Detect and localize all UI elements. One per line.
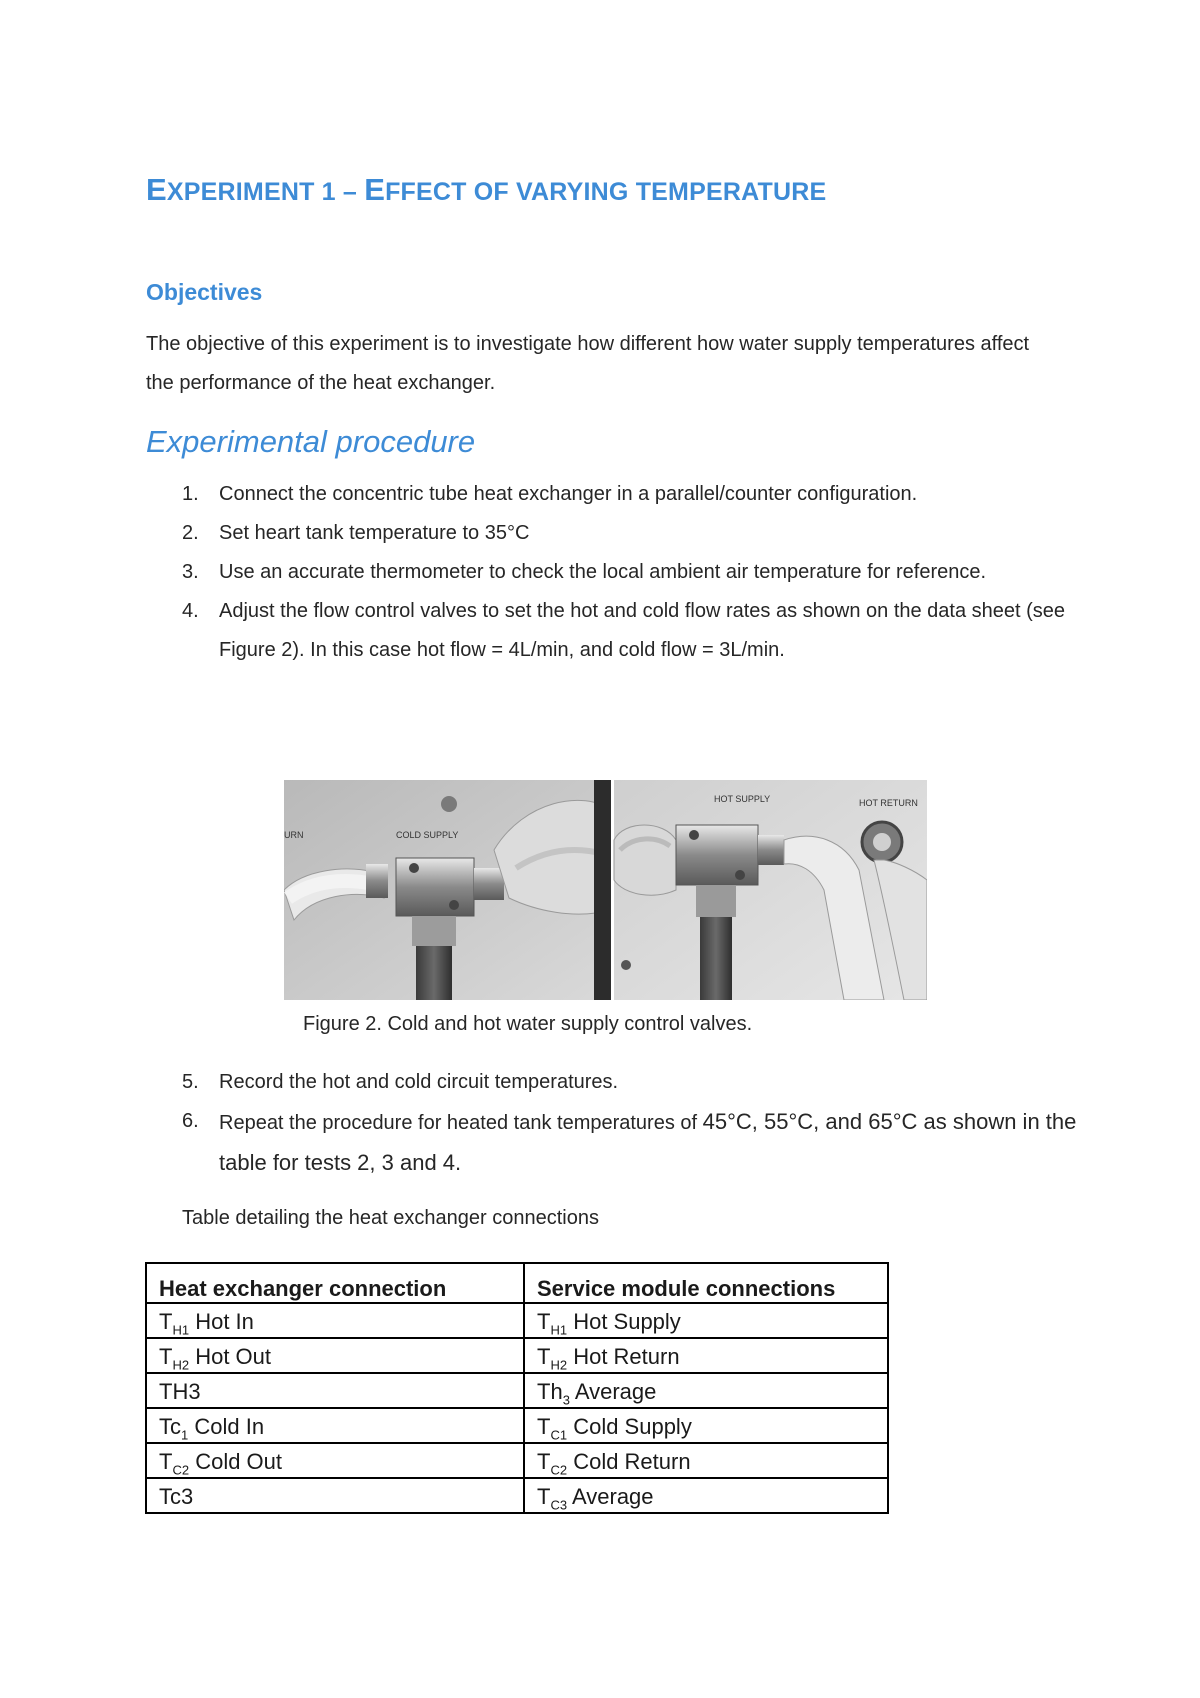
table-cell bbox=[524, 1443, 888, 1478]
table-cell bbox=[146, 1408, 524, 1443]
table-header-row bbox=[146, 1263, 888, 1303]
cell-text: Hot Supply bbox=[567, 1308, 681, 1334]
photo-label: COLD SUPPLY bbox=[396, 830, 459, 840]
page-title bbox=[146, 172, 826, 208]
cell-symbol: Th bbox=[537, 1378, 563, 1404]
table-row bbox=[146, 1303, 888, 1338]
step-text: Adjust the flow control valves to set the hot and cold flow rates as shown on the data sheet (see Figure 2). In this case hot flow = 4L/min, and cold flow = 3L/min. bbox=[219, 600, 1066, 661]
cell-subscript: C3 bbox=[550, 1497, 568, 1512]
cell-subscript: H2 bbox=[172, 1357, 190, 1372]
cell-subscript: H2 bbox=[550, 1357, 568, 1372]
table-row bbox=[146, 1478, 888, 1513]
step-text: Connect the concentric tube heat exchanger in a parallel/counter configuration. bbox=[219, 483, 918, 505]
step-text: Use an accurate thermometer to check the local ambient air temperature for reference. bbox=[219, 561, 987, 583]
list-item bbox=[0, 1063, 1100, 1102]
table-cell bbox=[146, 1338, 524, 1373]
table-cell bbox=[146, 1373, 524, 1408]
cell-symbol: T bbox=[537, 1483, 551, 1509]
step-number: 4. bbox=[182, 600, 199, 622]
table-row bbox=[146, 1408, 888, 1443]
table-cell bbox=[524, 1338, 888, 1373]
table-cell bbox=[524, 1478, 888, 1513]
table-row bbox=[146, 1373, 888, 1408]
step-text-temperatures: 45°C, 55°C, and 65°C bbox=[702, 1109, 918, 1134]
step-number: 5. bbox=[182, 1071, 199, 1093]
cell-subscript: C2 bbox=[172, 1462, 190, 1477]
cell-symbol: T bbox=[537, 1343, 551, 1369]
cell-subscript: H1 bbox=[172, 1322, 190, 1337]
title-initial: E bbox=[364, 172, 386, 207]
cell-symbol: T bbox=[537, 1308, 551, 1334]
step-number: 6. bbox=[182, 1110, 199, 1132]
procedure-steps bbox=[0, 475, 1100, 670]
table-cell bbox=[146, 1478, 524, 1513]
cell-symbol: T bbox=[159, 1343, 173, 1369]
column-header: Heat exchanger connection bbox=[146, 1263, 524, 1303]
photo-label: HOT SUPPLY bbox=[714, 794, 771, 804]
title-part: FFECT OF VARYING TEMPERATURE bbox=[385, 178, 827, 206]
cell-text: Cold Supply bbox=[567, 1413, 692, 1439]
list-item bbox=[0, 514, 1100, 553]
cell-subscript: 1 bbox=[181, 1427, 189, 1442]
cell-text: Hot Out bbox=[189, 1343, 271, 1369]
cell-text: Hot In bbox=[189, 1308, 254, 1334]
cell-subscript: H1 bbox=[550, 1322, 568, 1337]
cell-subscript: 3 bbox=[562, 1392, 570, 1407]
cell-symbol: T bbox=[159, 1308, 173, 1334]
title-part: XPERIMENT 1 – bbox=[166, 178, 365, 206]
procedure-heading: Experimental procedure bbox=[146, 424, 476, 459]
table-cell bbox=[146, 1443, 524, 1478]
cell-text: Cold In bbox=[188, 1413, 265, 1439]
cell-symbol: T bbox=[159, 1448, 173, 1474]
cell-symbol: Tc bbox=[159, 1413, 181, 1439]
valves-photo bbox=[284, 780, 927, 1000]
cell-symbol: TH3 bbox=[159, 1378, 201, 1404]
cell-symbol: Tc3 bbox=[159, 1483, 194, 1509]
table-cell bbox=[524, 1373, 888, 1408]
step-number: 2. bbox=[182, 522, 199, 544]
cell-text: Cold Return bbox=[567, 1448, 691, 1474]
step-text: Set heart tank temperature to 35°C bbox=[219, 522, 530, 544]
photo-label: URN bbox=[284, 830, 304, 840]
list-item bbox=[0, 475, 1100, 514]
list-item bbox=[0, 592, 1100, 670]
cell-symbol: T bbox=[537, 1413, 551, 1439]
figure-caption: Figure 2. Cold and hot water supply control valves. bbox=[303, 1013, 753, 1035]
cell-text: Cold Out bbox=[189, 1448, 283, 1474]
table-cell bbox=[146, 1303, 524, 1338]
cell-subscript: C1 bbox=[550, 1427, 568, 1442]
cell-subscript: C2 bbox=[550, 1462, 568, 1477]
cell-text: Average bbox=[569, 1378, 657, 1404]
table-cell bbox=[524, 1408, 888, 1443]
cell-symbol: T bbox=[537, 1448, 551, 1474]
step-number: 1. bbox=[182, 483, 199, 505]
step-text bbox=[219, 1102, 1079, 1184]
title-initial: E bbox=[146, 172, 167, 207]
step-text-part: as shown in the table for tests 2, 3 and 4. bbox=[219, 1109, 1077, 1175]
table-row bbox=[146, 1443, 888, 1478]
list-item bbox=[0, 553, 1100, 592]
table-row bbox=[146, 1338, 888, 1373]
list-item bbox=[0, 1102, 1100, 1184]
step-text-part: Repeat the procedure for heated tank temperatures of bbox=[219, 1112, 703, 1134]
objectives-text: The objective of this experiment is to investigate how different how water supply temperatures affect the performance of the heat exchanger. bbox=[146, 333, 1030, 394]
column-header: Service module connections bbox=[524, 1263, 888, 1303]
cell-text: Average bbox=[567, 1483, 654, 1509]
photo-label: HOT RETURN bbox=[859, 798, 918, 808]
step-text: Record the hot and cold circuit temperatures. bbox=[219, 1071, 619, 1093]
step-number: 3. bbox=[182, 561, 199, 583]
procedure-steps-continued bbox=[0, 1063, 1100, 1184]
cell-text: Hot Return bbox=[567, 1343, 680, 1369]
table-label: Table detailing the heat exchanger connections bbox=[182, 1207, 599, 1229]
connections-table bbox=[145, 1262, 889, 1514]
objectives-heading: Objectives bbox=[146, 279, 263, 305]
table-cell bbox=[524, 1303, 888, 1338]
valves-photo-graphic bbox=[284, 780, 927, 1000]
